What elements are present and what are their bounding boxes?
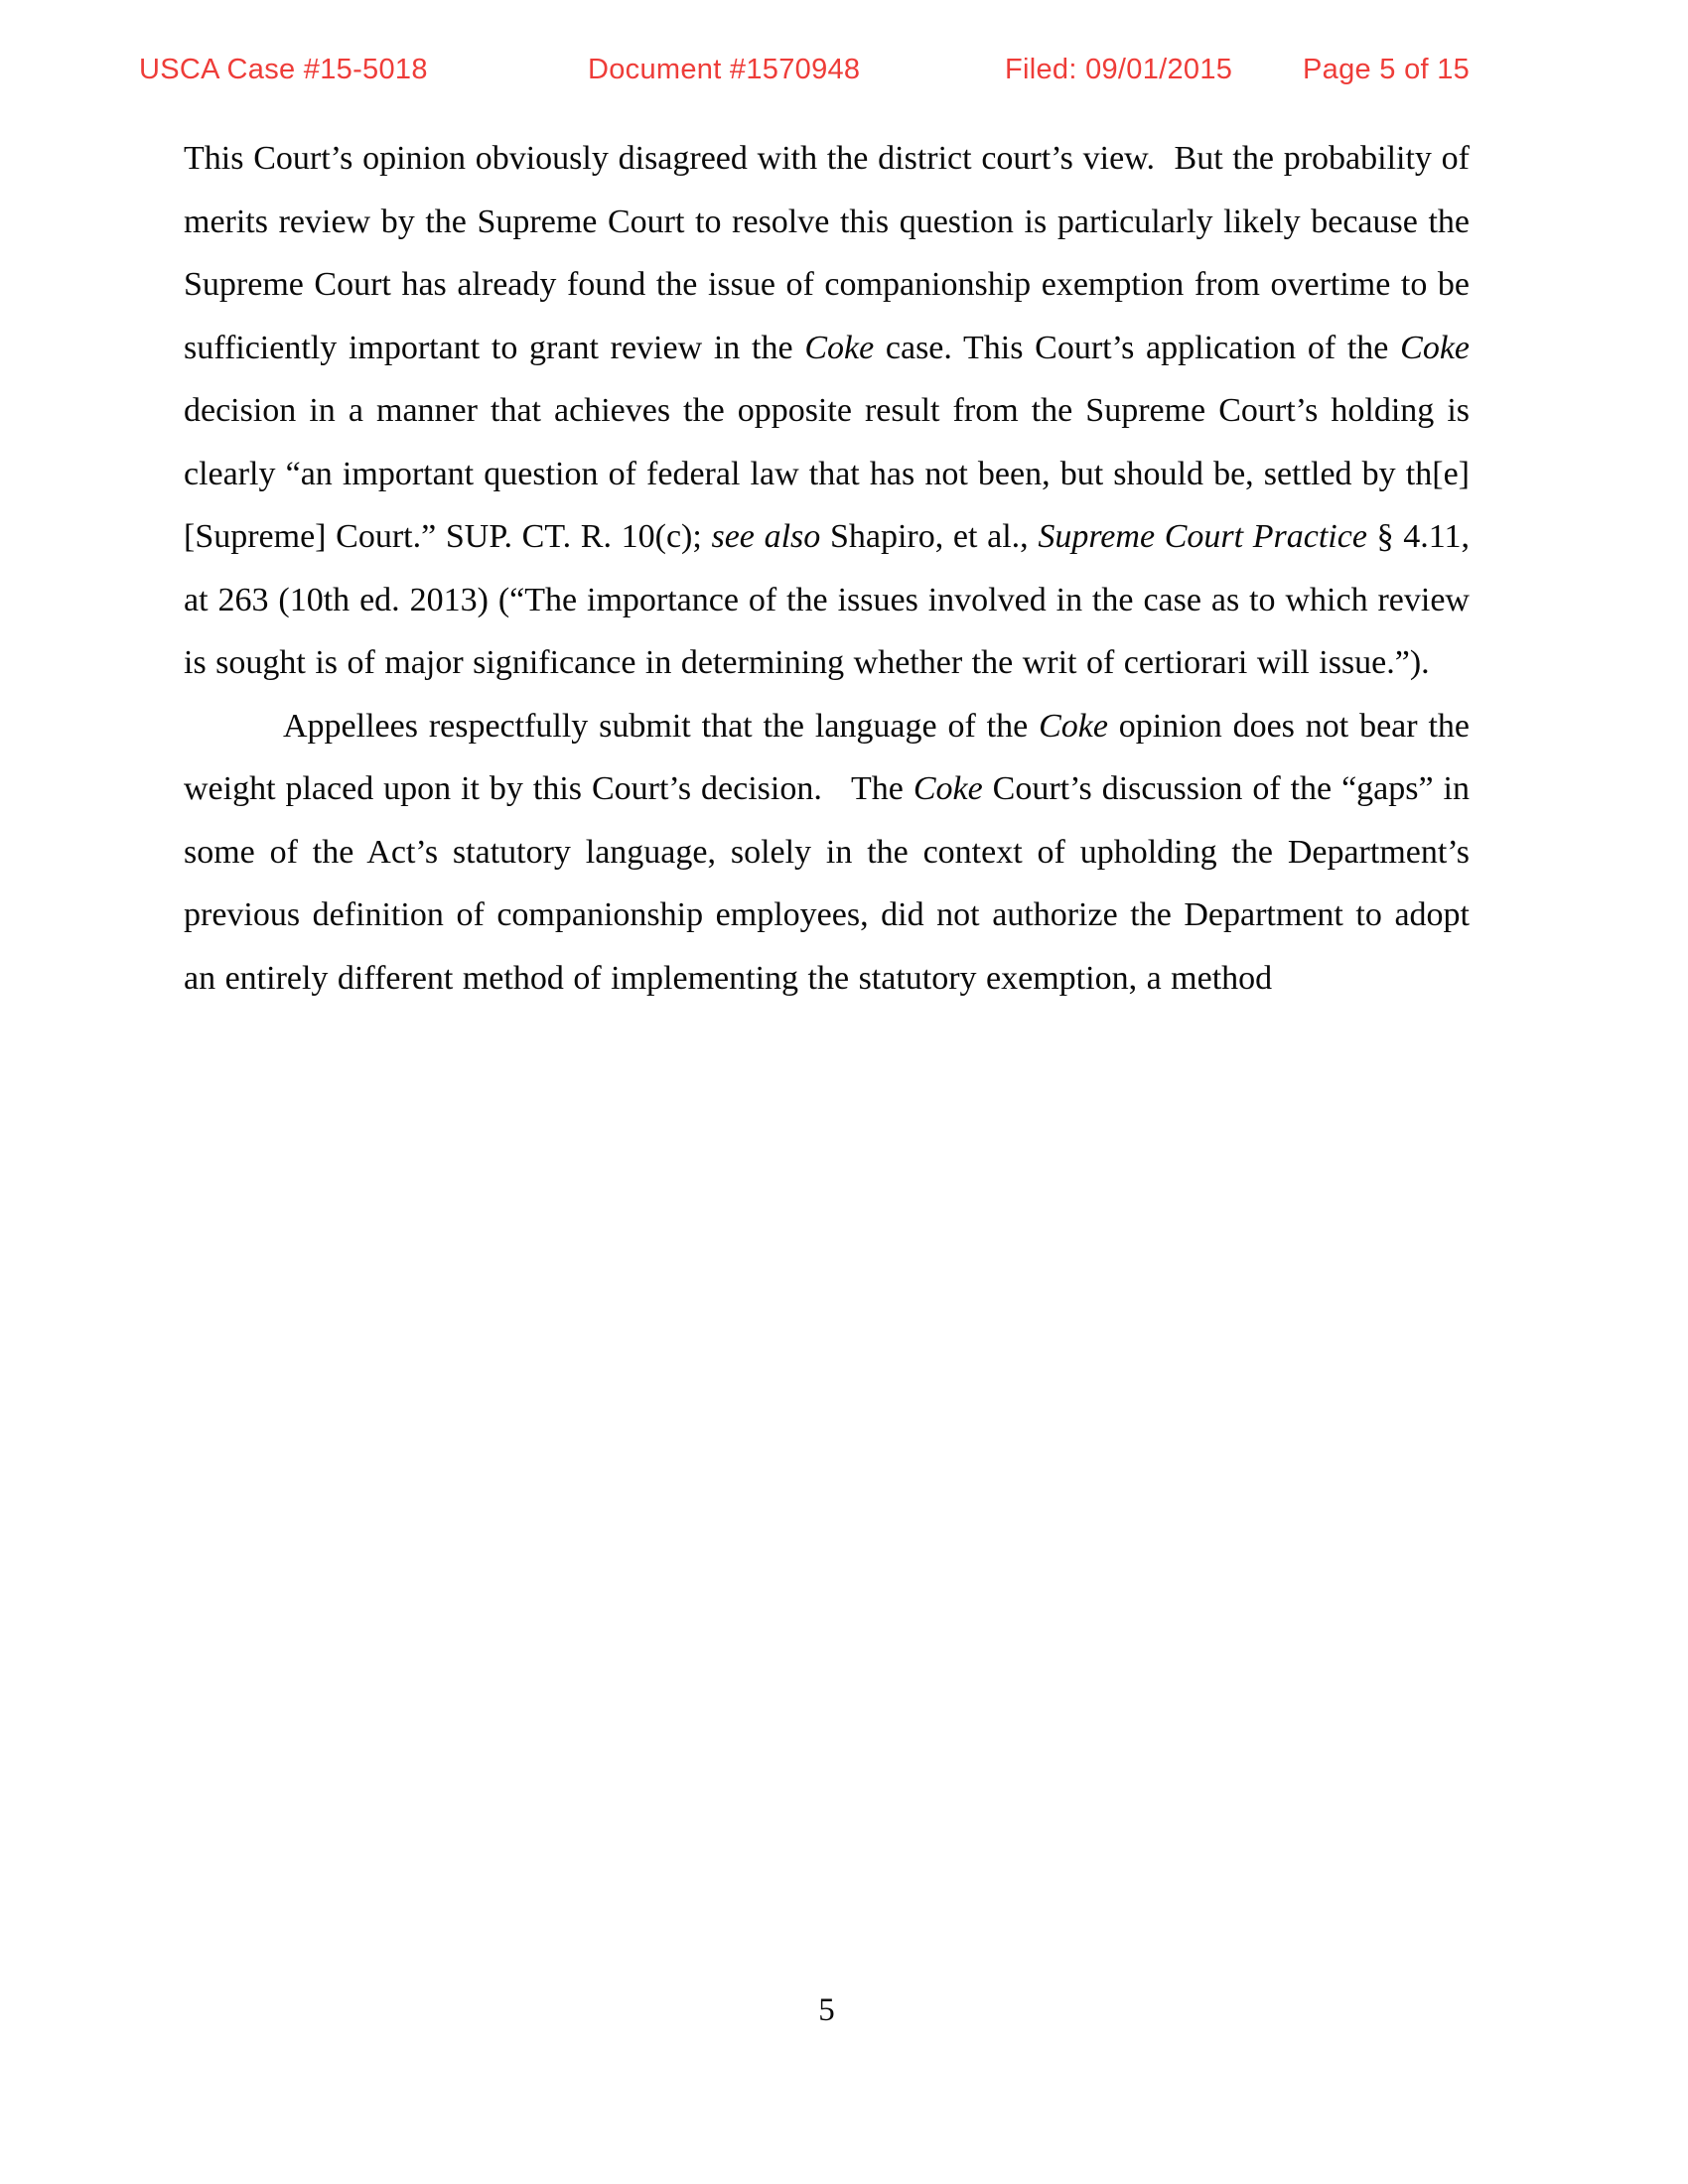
stamp-case-number: USCA Case #15-5018 (139, 54, 428, 85)
italic-text-run: Coke (1400, 329, 1470, 366)
italic-text-run: see also (711, 518, 821, 555)
italic-text-run: Coke (1039, 707, 1108, 745)
italic-text-run: Coke (913, 770, 983, 807)
text-run: Shapiro, et al., (820, 518, 1039, 555)
page-footer (184, 1990, 1470, 2030)
text-run: § 4.11, at 263 (10th ed. 2013) (“The importance of the issues involved in the case as to which review is sought is of major significance in determining whether the writ of certiorari will issue.”). (184, 518, 1470, 681)
text-run: case. This Court’s application of the (874, 329, 1401, 366)
italic-text-run: Coke (804, 329, 875, 366)
court-stamp-header (0, 54, 1688, 89)
text-run: This Court’s opinion obviously disagreed with the district court’s view. But the probability of merits review by the Supreme Court to resolve this question is particularly likely because the Supreme Court has already found the issue of companionship exemption from overtime to be sufficiently important to grant review in the (184, 140, 1470, 366)
stamp-filed-date: Filed: 09/01/2015 (1005, 54, 1233, 85)
paragraph (184, 695, 1470, 1011)
page-number: 5 (818, 1992, 835, 2028)
text-run: Appellees respectfully submit that the language of the (283, 707, 1040, 745)
text-run: opinion does not bear the weight placed upon it by this Court’s decision. The (184, 707, 1470, 807)
document-body (184, 127, 1470, 1010)
stamp-page-count: Page 5 of 15 (1303, 54, 1471, 85)
italic-text-run: Supreme Court Practice (1038, 518, 1367, 555)
text-run: decision in a manner that achieves the opposite result from the Supreme Court’s holding is clearly “an important question of federal law that has not been, but should be, settled by th[e] [Supreme] Court.” SUP. CT. R. 10(c); (184, 392, 1470, 555)
paragraph (184, 127, 1470, 695)
stamp-document-number: Document #1570948 (588, 54, 861, 85)
text-run: Court’s discussion of the “gaps” in some of the Act’s statutory language, solely in the context of upholding the Department’s previous definition of companionship employees, did not authorize the Department to adopt an entirely different method of implementing the statutory exemption, a method (184, 770, 1470, 997)
